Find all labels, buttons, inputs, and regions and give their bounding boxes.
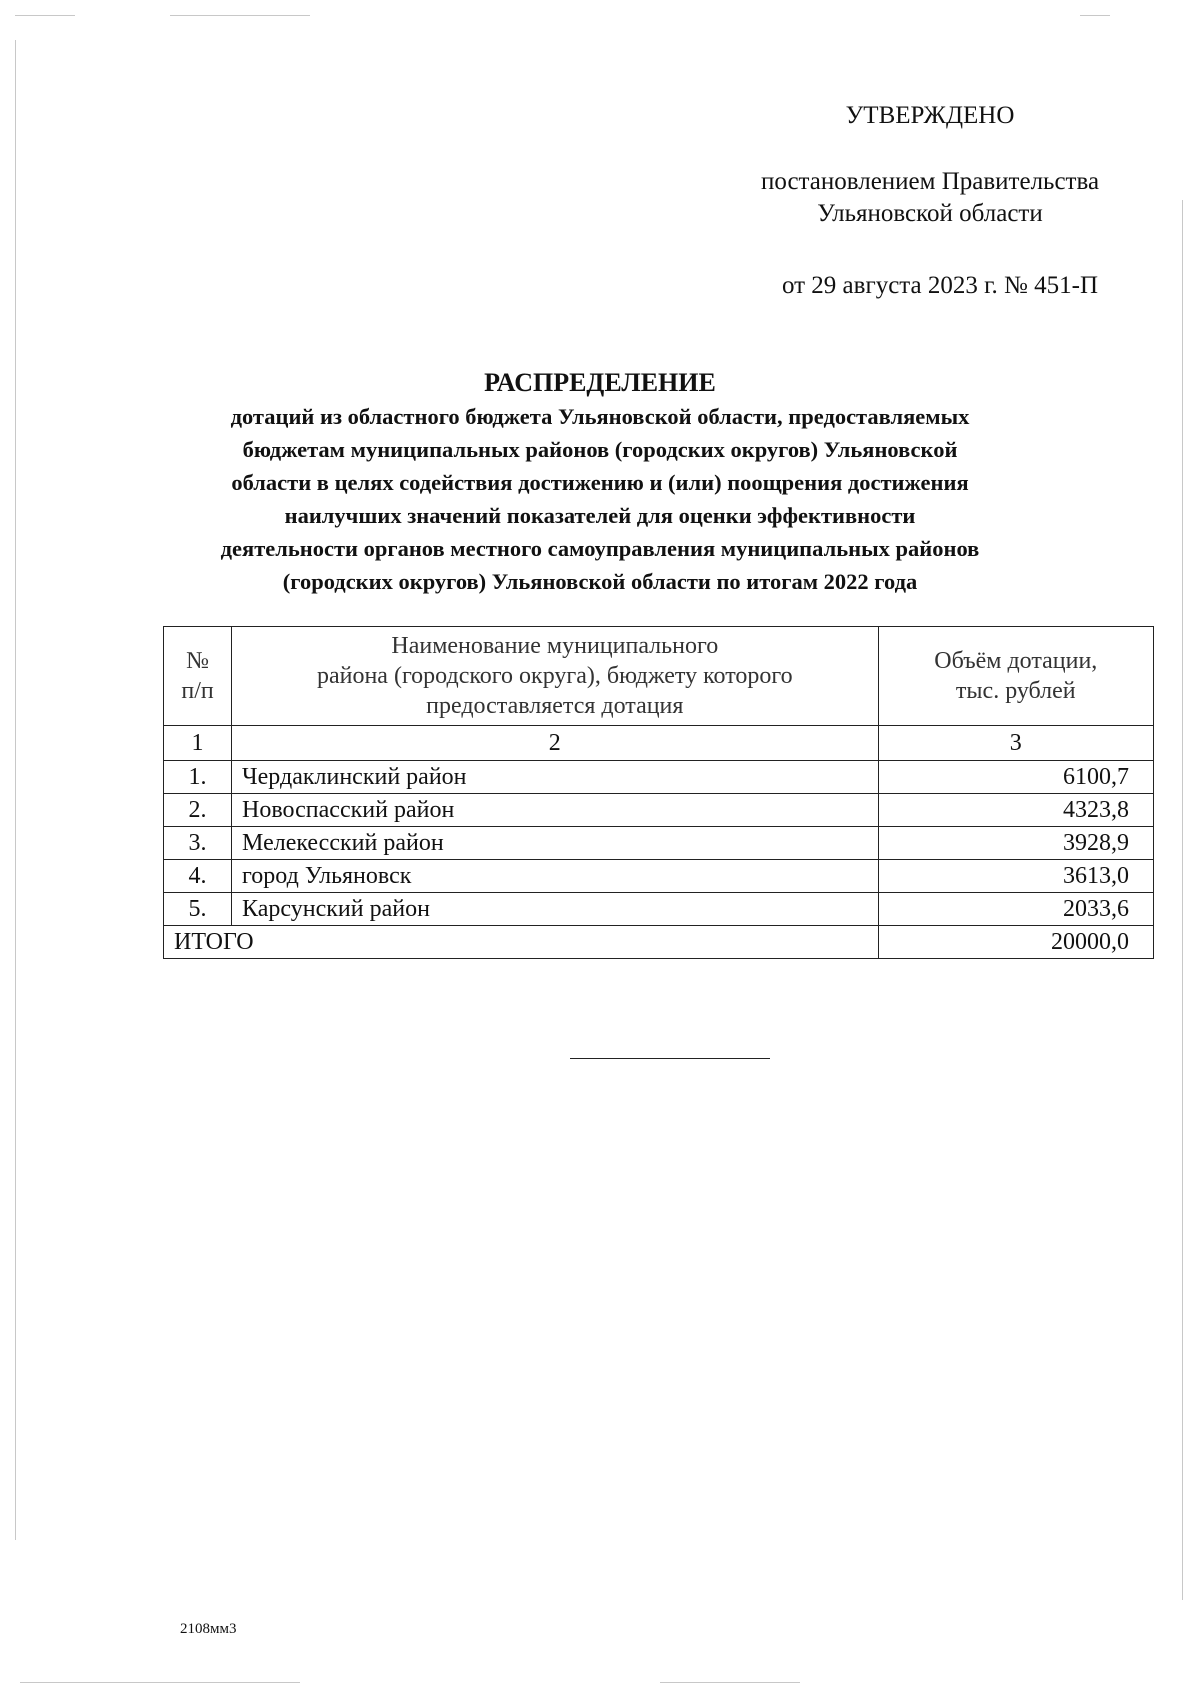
row-num: 2. [164, 794, 232, 827]
header-name-line2: района (городского округа), бюджету которого [316, 663, 793, 689]
row-name: Новоспасский район [232, 794, 879, 827]
subtitle-line: дотаций из областного бюджета Ульяновской области, предоставляемых [230, 404, 970, 429]
approval-date: от 29 августа 2023 г. № 451-П [781, 272, 1099, 299]
table-row [164, 794, 1154, 827]
subtitle-line: бюджетам муниципальных районов (городских округов) Ульяновской [242, 437, 958, 462]
row-volume: 6100,7 [878, 761, 1153, 794]
approval-decree-line2: Ульяновской области [817, 200, 1043, 227]
header-name-line1: Наименование муниципального [391, 633, 719, 659]
row-name: Мелекесский район [232, 827, 879, 860]
header-volume [878, 627, 1153, 726]
end-rule [570, 1058, 770, 1059]
header-num [164, 627, 232, 726]
subtitle-line: (городских округов) Ульяновской области по итогам 2022 года [282, 569, 918, 594]
header-num-line2: п/п [181, 678, 214, 704]
footer-code: 2108мм3 [180, 1621, 237, 1637]
row-name: Карсунский район [232, 893, 879, 926]
header-num-line1: № [186, 648, 209, 674]
approval-title: УТВЕРЖДЕНО [845, 102, 1015, 129]
column-index-row [164, 726, 1154, 761]
row-num: 3. [164, 827, 232, 860]
row-name: город Ульяновск [232, 860, 879, 893]
column-index: 3 [878, 726, 1153, 761]
subtitle-line: деятельности органов местного самоуправления муниципальных районов [220, 536, 980, 561]
total-value: 20000,0 [878, 926, 1153, 959]
row-num: 1. [164, 761, 232, 794]
header-volume-line2: тыс. рублей [955, 678, 1076, 704]
header-volume-line1: Объём дотации, [934, 648, 1098, 674]
total-label: ИТОГО [164, 926, 879, 959]
row-volume: 3613,0 [878, 860, 1153, 893]
row-volume: 2033,6 [878, 893, 1153, 926]
table-row [164, 761, 1154, 794]
document-subtitle [160, 400, 1040, 598]
table-header-row [164, 627, 1154, 726]
header-name [232, 627, 879, 726]
approval-decree-line1: постановлением Правительства [760, 168, 1100, 195]
table-row [164, 827, 1154, 860]
table-row [164, 860, 1154, 893]
subtitle-line: наилучших значений показателей для оценки эффективности [284, 503, 916, 528]
row-volume: 4323,8 [878, 794, 1153, 827]
table-row [164, 893, 1154, 926]
approval-decree [700, 166, 1160, 230]
column-index: 2 [232, 726, 879, 761]
subtitle-line: области в целях содействия достижению и (или) поощрения достижения [231, 470, 969, 495]
distribution-table [163, 626, 1154, 959]
total-row [164, 926, 1154, 959]
row-num: 5. [164, 893, 232, 926]
row-num: 4. [164, 860, 232, 893]
row-name: Чердаклинский район [232, 761, 879, 794]
header-name-line3: предоставляется дотация [426, 693, 684, 719]
row-volume: 3928,9 [878, 827, 1153, 860]
column-index: 1 [164, 726, 232, 761]
document-title: РАСПРЕДЕЛЕНИЕ [484, 368, 716, 397]
